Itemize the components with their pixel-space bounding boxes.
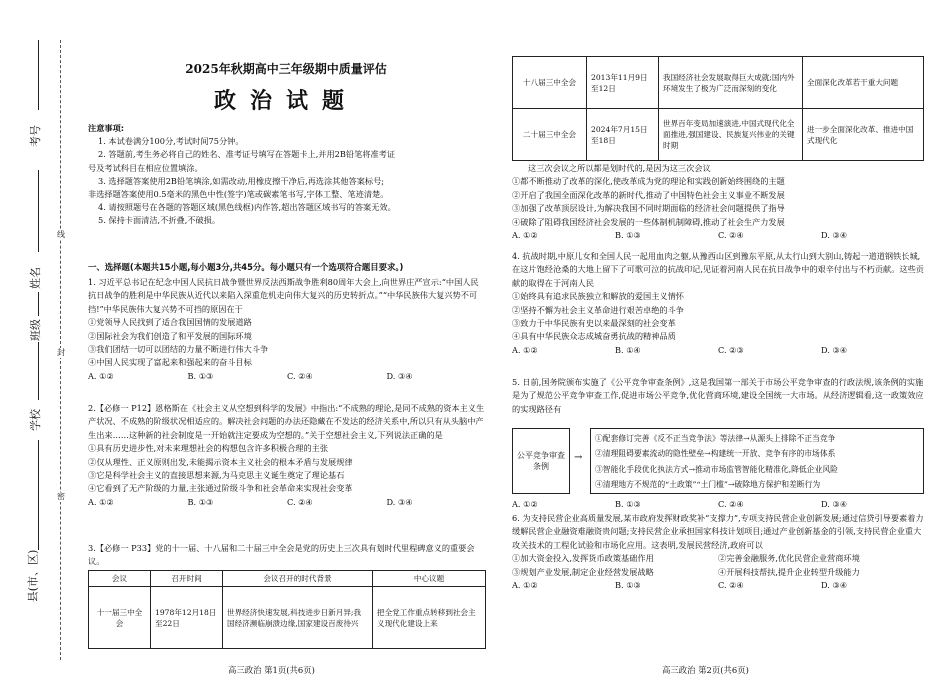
option-item: ①都不断推动了改革的深化,使改革成为党的理论和实践创新始终围绕的主题 bbox=[512, 176, 785, 187]
margin-label-exam-number: 考号 bbox=[29, 125, 42, 147]
margin-fill-line bbox=[38, 40, 39, 110]
binding-margin bbox=[0, 0, 78, 684]
note-item: 5. 保持卡面清洁,不折叠,不破损。 bbox=[98, 215, 221, 226]
policy-label: 公平竞争审查条例 bbox=[517, 451, 565, 471]
answer-choices bbox=[512, 229, 924, 242]
table-cell: 1978年12月18日至22日 bbox=[151, 587, 223, 649]
choice-b: B. ①③ bbox=[615, 499, 641, 509]
question-stem: 4. 抗战时期,中原儿女和全国人民一起用血肉之躯,从豫西山区到豫东平原,从太行山到大别山,铸起一道道钢铁长城,在这片饱经沧桑的大地上留下了可歌可泣的抗战印记,见证着河南人民在抗日战争中的艰辛付出与不朽贡献。这些贡献的取得在于河南人民 bbox=[512, 251, 924, 288]
page-footer-left: 高三政治 第1页(共6页) bbox=[228, 665, 315, 675]
option-item: ②完善金融服务,优化民营企业营商环境 bbox=[718, 553, 860, 564]
arrow-icon: → bbox=[574, 452, 583, 463]
question-stem: 6. 为支持民营企业高质量发展,某市政府发挥财政奖补“支撑力”,专项支持民营企业创新发展;通过信贷引导要素着力缓解民营企业融资难融资贵问题;支持民营企业承担国家科技计划项目;通过产业创新基金的引领,支持民营企业重大攻关技术的工程化试验和市场化应用。这表明,发展民营经济,政府可以 bbox=[512, 513, 924, 550]
meeting-table-part2 bbox=[512, 56, 924, 161]
option-item: ③规划产业发展,制定企业经营发展战略 bbox=[512, 566, 654, 577]
margin-fill-line bbox=[38, 170, 39, 252]
table-row bbox=[513, 109, 924, 161]
page-footer-right: 高三政治 第2页(共6页) bbox=[662, 665, 749, 675]
subject-title: 政治试题 bbox=[213, 88, 358, 114]
table-cell: 十一届三中全会 bbox=[89, 587, 151, 649]
question-stem: 1. 习近平总书记在纪念中国人民抗日战争暨世界反法西斯战争胜利80周年大会上,向世界庄严宣示:“中国人民抗日战争的胜利是中华民族从近代以来陷入深重危机走向伟大复兴的历史转折点。”“中华民族伟大复兴势不可挡!”中华民族伟大复兴势不可挡的原因在于 bbox=[88, 277, 479, 314]
margin-label-school: 学校 bbox=[29, 409, 42, 431]
question-5-choices bbox=[512, 498, 924, 511]
choice-a: A. ①② bbox=[88, 496, 114, 507]
table-header: 召开时间 bbox=[151, 571, 223, 587]
table-cell: 2024年7月15日至18日 bbox=[587, 109, 659, 161]
pathway-item: ③智能化手段优化执法方式→推动市场监管智能化精准化,降低企业风险 bbox=[595, 464, 838, 474]
table-header: 会议召开的时代背景 bbox=[223, 571, 373, 587]
question-stem: 5. 日前,国务院颁布实施了《公平竞争审查条例》,这是我国第一部关于市场公平竞争审查的行政法规,该条例的实施是为了规范公平竞争审查工作,促进市场公平竞争,优化营商环境,建设全国统一大市场。从经济逻辑看,这一政策效应的实现路径有 bbox=[512, 377, 924, 414]
choice-d: D. ③④ bbox=[821, 499, 848, 509]
margin-label-name: 姓名 bbox=[29, 267, 42, 289]
note-item: 号及考试科目在相应位置填涂。 bbox=[88, 162, 203, 173]
option-item: ④中国人民实现了富起来和强起来的奋斗目标 bbox=[88, 357, 252, 368]
option-item: ④具有中华民族众志成城奋勇抗战的精神品质 bbox=[512, 331, 676, 342]
answer-choices bbox=[512, 498, 924, 511]
choice-c: C. ②④ bbox=[287, 496, 313, 507]
table-cell: 世界百年变局加速演进,中国式现代化全面推进,强国建设、民族复兴伟业的关键时期 bbox=[659, 109, 803, 161]
question-6 bbox=[512, 512, 924, 592]
choice-d: D. ③④ bbox=[821, 580, 848, 591]
notes-block bbox=[88, 122, 488, 228]
note-item: 3. 选择题答案使用2B铅笔填涂,如需改动,用橡皮擦干净后,再选涂其他答案标号; bbox=[98, 175, 385, 186]
answer-choices bbox=[512, 579, 924, 592]
question-5-stem bbox=[512, 376, 924, 416]
option-row bbox=[512, 552, 924, 565]
question-3-stem bbox=[88, 542, 486, 569]
choice-d: D. ③④ bbox=[821, 230, 848, 241]
pathway-box bbox=[590, 428, 924, 494]
option-item: ④破除了阻碍我国经济社会发展的一些体制机制障碍,推动了社会生产力发展 bbox=[512, 216, 785, 227]
table-cell: 世界经济快速发展,科技进步日新月异;我国经济濒临崩溃边缘,国家建设百废待兴 bbox=[223, 587, 373, 649]
table-header: 会议 bbox=[89, 571, 151, 587]
option-item: ④开展科技帮扶,提升企业转型升级能力 bbox=[718, 566, 860, 577]
choice-b: B. ①③ bbox=[187, 370, 214, 381]
margin-label-county: 县(市、区) bbox=[26, 549, 40, 603]
option-item: ②坚持不懈为社会主义革命进行艰苦卓绝的斗争 bbox=[512, 304, 684, 315]
note-item: 4. 请按照题号在各题的答题区域(黑色线框)内作答,超出答题区域书写的答案无效。 bbox=[98, 202, 396, 213]
option-item: ①加大资金投入,发挥货币政策基础作用 bbox=[512, 553, 654, 564]
question-1 bbox=[88, 276, 486, 383]
meeting-table-part1 bbox=[88, 570, 486, 649]
table-cell: 十八届三中全会 bbox=[513, 57, 587, 109]
table-row bbox=[513, 57, 924, 109]
margin-fill-line bbox=[38, 342, 39, 400]
choice-a: A. ①② bbox=[88, 370, 114, 381]
pathway-item: ④清理地方不规范的“土政策”“土门槛”→破除地方保护和差断行为 bbox=[595, 480, 821, 490]
choice-a: A. ①② bbox=[512, 580, 538, 591]
option-item: ①具有历史进步性,对未来理想社会的构想包含许多积极合理的主张 bbox=[88, 443, 329, 454]
choice-a: A. ①② bbox=[512, 344, 538, 355]
option-item: ④它看到了无产阶级的力量,主张通过阶级斗争和社会革命来实现社会变革 bbox=[88, 483, 353, 494]
answer-choices bbox=[512, 344, 924, 357]
answer-choices bbox=[88, 496, 486, 509]
table-row bbox=[89, 587, 486, 649]
margin-label-class: 班级 bbox=[29, 319, 42, 341]
option-item: ③它是科学社会主义的直接思想来源,为马克思主义诞生奠定了理论基石 bbox=[88, 470, 345, 481]
exam-title: 2025年秋期高中三年级期中质量评估 bbox=[185, 62, 387, 76]
table-header-row bbox=[89, 571, 486, 587]
pathway-item: ①配套修订完善《反不正当竞争法》等法律→从源头上排除不正当竞争 bbox=[595, 434, 836, 443]
table-cell: 把全党工作重点转移到社会主义现代化建设上来 bbox=[373, 587, 486, 649]
table-cell: 我国经济社会发展取得巨大成就;国内外环境发生了极为广泛而深刻的变化 bbox=[659, 57, 803, 109]
question-stem: 2.【必修一 P12】恩格斯在《社会主义从空想到科学的发展》中指出:“不成熟的理论,是同不成熟的资本主义生产状况、不成熟的阶级状况相适应的。解决社会问题的办法还隐藏在不发达的经济关系中,所以只有从头脑中产生出来……这种新的社会制度是一开始就注定要成为空想的。”关于空想社会主义,下列说法正确的是 bbox=[88, 403, 485, 440]
note-item: 非选择题答案使用0.5毫米的黑色中性(签字)笔或碳素笔书写,字体工整、笔迹清楚。 bbox=[88, 189, 389, 200]
choice-c: C. ②④ bbox=[287, 370, 313, 381]
choice-a: A. ①② bbox=[512, 230, 538, 241]
note-item: 1. 本试卷满分100分,考试时间75分钟。 bbox=[98, 136, 244, 147]
choice-b: B. ①③ bbox=[615, 230, 641, 241]
question-4 bbox=[512, 250, 924, 357]
pathway-item: ②清理阻碍要素流动的隐性壁垒→构建统一开放、竞争有序的市场体系 bbox=[595, 449, 836, 459]
table-header: 中心议题 bbox=[373, 571, 486, 587]
table-cell: 进一步全面深化改革、推进中国式现代化 bbox=[803, 109, 924, 161]
answer-choices bbox=[88, 370, 486, 383]
option-item: ③加强了改革顶层设计,为解决我国不同时期面临的经济社会问题提供了指导 bbox=[512, 203, 785, 214]
margin-fill-line bbox=[38, 440, 39, 550]
choice-b: B. ①④ bbox=[615, 344, 641, 355]
question-2 bbox=[88, 402, 486, 509]
option-item: ③致力于中华民族有史以来最深刻的社会变革 bbox=[512, 318, 676, 329]
table-cell: 二十届三中全会 bbox=[513, 109, 587, 161]
option-item: ①始终具有追求民族独立和解放的爱国主义情怀 bbox=[512, 291, 684, 302]
choice-a: A. ①② bbox=[512, 499, 538, 509]
table-cell: 全面深化改革若干重大问题 bbox=[803, 57, 924, 109]
choice-d: D. ③④ bbox=[386, 370, 413, 381]
option-item: ②国际社会为我们创造了和平发展的国际环境 bbox=[88, 330, 252, 341]
option-row bbox=[512, 566, 924, 579]
choice-b: B. ①③ bbox=[615, 580, 641, 591]
option-item: ①党领导人民找到了适合我国国情的发展道路 bbox=[88, 317, 252, 328]
policy-label-box bbox=[512, 428, 570, 494]
choice-d: D. ③④ bbox=[821, 344, 848, 355]
question-stem: 3.【必修一 P33】党的十一届、十八届和二十届三中全会是党的历史上三次具有划时代里程碑意义的重要会议。 bbox=[88, 543, 475, 567]
section-heading: 一、选择题(本题共15小题,每小题3分,共45分。每小题只有一个选项符合题目要求。) bbox=[88, 262, 404, 272]
option-item: ③我们团结一切可以团结的力量不断进行伟大斗争 bbox=[88, 344, 269, 355]
question-stem: 这三次会议之所以都是划时代的,是因为这三次会议 bbox=[528, 163, 711, 173]
choice-c: C. ②④ bbox=[718, 580, 744, 591]
option-item: ②开启了我国全面深化改革的新时代,推动了中国特色社会主义事业不断发展 bbox=[512, 189, 785, 200]
option-item: ②仅从理性、正义原则出发,未能揭示资本主义社会的根本矛盾与发展规律 bbox=[88, 456, 353, 467]
choice-c: C. ②③ bbox=[718, 344, 744, 355]
notes-heading: 注意事项: bbox=[88, 123, 125, 133]
table-cell: 2013年11月9日至12日 bbox=[587, 57, 659, 109]
cut-char-feng: 封 bbox=[57, 348, 65, 357]
question-3-followup bbox=[512, 162, 924, 242]
choice-c: C. ②④ bbox=[718, 499, 744, 509]
choice-c: C. ②④ bbox=[718, 230, 744, 241]
note-item: 2. 答题前,考生务必将自己的姓名、准考证号填写在答题卡上,并用2B铅笔将准考证 bbox=[98, 149, 396, 160]
choice-d: D. ③④ bbox=[386, 496, 413, 507]
cut-char-mi: 密 bbox=[57, 492, 65, 501]
choice-b: B. ①③ bbox=[187, 496, 214, 507]
margin-fill-line bbox=[38, 292, 39, 316]
cut-char-xian: 线 bbox=[57, 230, 65, 239]
